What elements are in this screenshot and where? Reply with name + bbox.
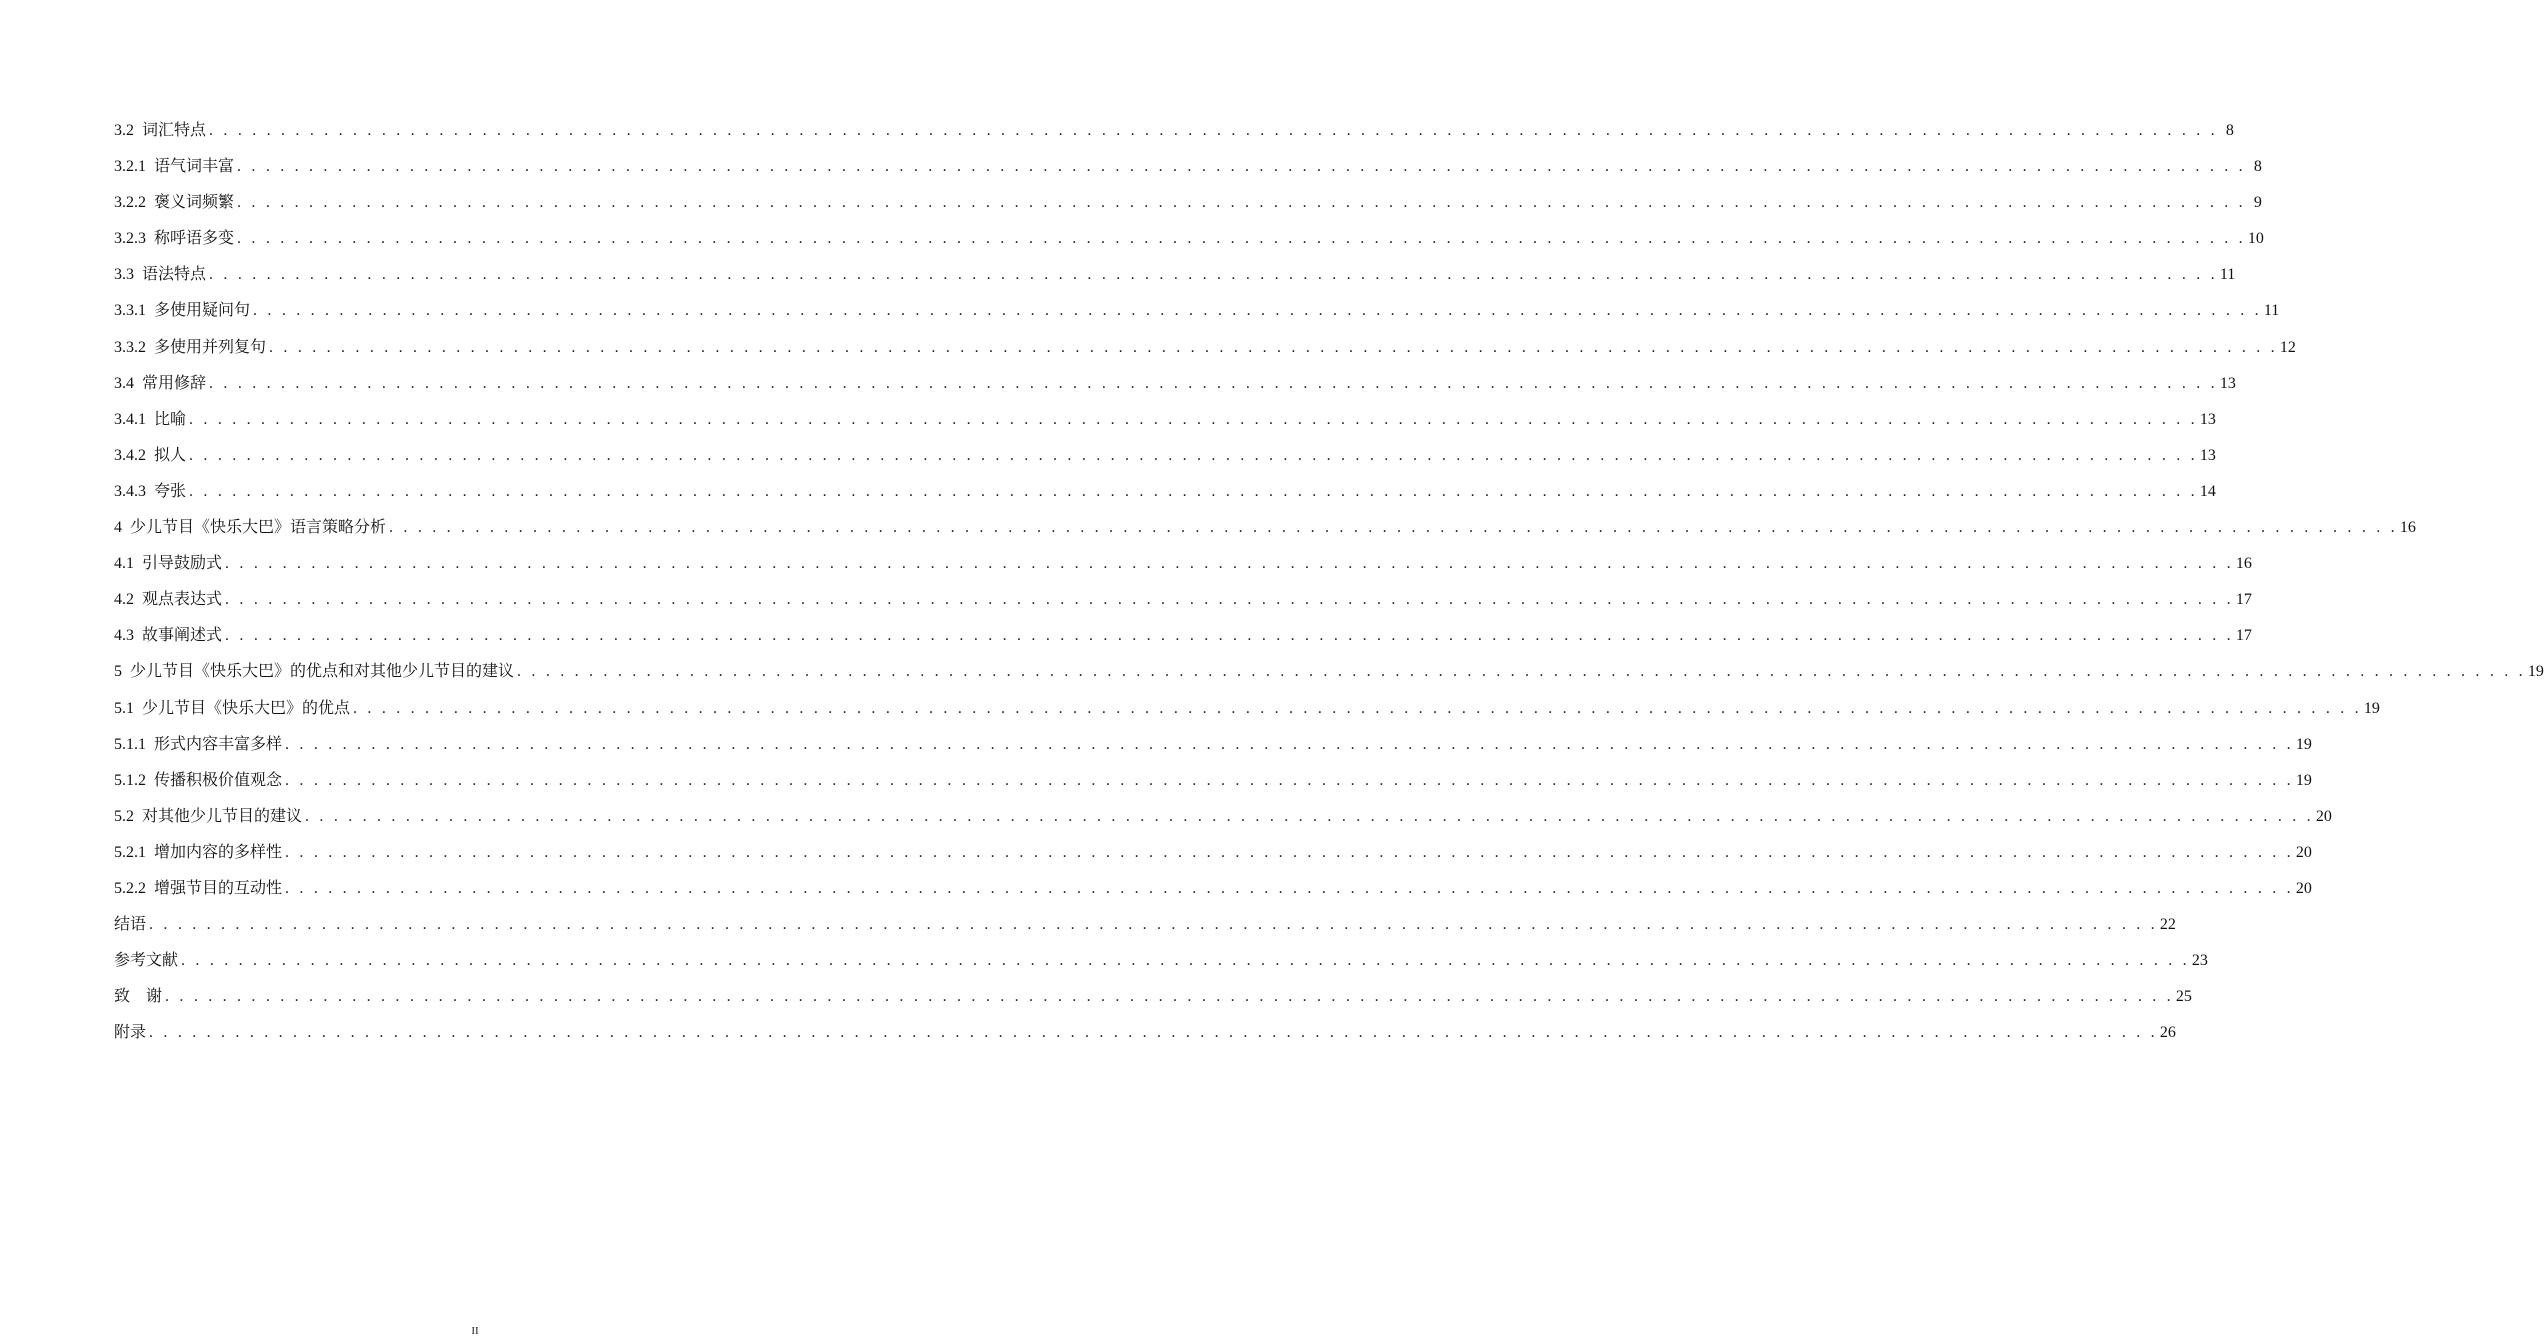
toc-dot-leader: . . . . . . . . . . . . . . . . . . . . . . . . . . . . . . . . . . . . . . . . . . . . . . . . . . . . . . . . . . . . . . . . . . . . . . . . . . . . . . . . . . . . . . . . . . . . . . . . . . . . . . . . . . . . . . . . . . . . . . . . . . . . . . . . . . . . . . . . . . . . — [237, 158, 2246, 176]
toc-entry-title: 对其他少儿节目的建议 — [142, 807, 303, 825]
toc-dot-leader: . . . . . . . . . . . . . . . . . . . . . . . . . . . . . . . . . . . . . . . . . . . . . . . . . . . . . . . . . . . . . . . . . . . . . . . . . . . . . . . . . . . . . . . . . . . . . . . . . . . . . . . . . . . . . . . . . . . . . . . . . . . . . . . . . . . . . . . . . . . . — [389, 519, 2398, 537]
toc-entry[interactable] — [114, 839, 2312, 875]
toc-entry-number: 5.2.2 — [114, 879, 146, 897]
toc-entry-number: 3.2.1 — [114, 158, 146, 176]
toc-entry-page: 19 — [2527, 663, 2544, 681]
toc-entry[interactable] — [114, 947, 2208, 983]
toc-dot-leader: . . . . . . . . . . . . . . . . . . . . . . . . . . . . . . . . . . . . . . . . . . . . . . . . . . . . . . . . . . . . . . . . . . . . . . . . . . . . . . . . . . . . . . . . . . . . . . . . . . . . . . . . . . . . . . . . . . . . . . . . . . . . . . . . . . . . . . . . . . . . — [149, 1024, 2158, 1042]
toc-entry-title: 少儿节目《快乐大巴》的优点 — [142, 699, 351, 717]
toc-entry-title: 观点表达式 — [142, 591, 223, 609]
toc-entry-title: 比喻 — [154, 410, 187, 428]
toc-entry-page: 9 — [2253, 194, 2262, 212]
toc-dot-leader: . . . . . . . . . . . . . . . . . . . . . . . . . . . . . . . . . . . . . . . . . . . . . . . . . . . . . . . . . . . . . . . . . . . . . . . . . . . . . . . . . . . . . . . . . . . . . . . . . . . . . . . . . . . . . . . . . . . . . . . . . . . . . . . . . . . . . . . . . . . . — [353, 699, 2362, 717]
toc-entry-page: 20 — [2295, 843, 2312, 861]
toc-entry-page: 19 — [2295, 771, 2312, 789]
toc-entry-page: 13 — [2199, 410, 2216, 428]
toc-dot-leader: . . . . . . . . . . . . . . . . . . . . . . . . . . . . . . . . . . . . . . . . . . . . . . . . . . . . . . . . . . . . . . . . . . . . . . . . . . . . . . . . . . . . . . . . . . . . . . . . . . . . . . . . . . . . . . . . . . . . . . . . . . . . . . . . . . . . . . . . . . . . — [209, 266, 2218, 284]
toc-entry-number: 5.1.2 — [114, 771, 146, 789]
toc-dot-leader: . . . . . . . . . . . . . . . . . . . . . . . . . . . . . . . . . . . . . . . . . . . . . . . . . . . . . . . . . . . . . . . . . . . . . . . . . . . . . . . . . . . . . . . . . . . . . . . . . . . . . . . . . . . . . . . . . . . . . . . . . . . . . . . . . . . . . . . . . . . . — [285, 879, 2294, 897]
toc-entry-title: 少儿节目《快乐大巴》语言策略分析 — [130, 519, 387, 537]
toc-entry-page: 19 — [2295, 735, 2312, 753]
toc-dot-leader: . . . . . . . . . . . . . . . . . . . . . . . . . . . . . . . . . . . . . . . . . . . . . . . . . . . . . . . . . . . . . . . . . . . . . . . . . . . . . . . . . . . . . . . . . . . . . . . . . . . . . . . . . . . . . . . . . . . . . . . . . . . . . . . . . . . . . . . . . . . . — [285, 843, 2294, 861]
toc-dot-leader: . . . . . . . . . . . . . . . . . . . . . . . . . . . . . . . . . . . . . . . . . . . . . . . . . . . . . . . . . . . . . . . . . . . . . . . . . . . . . . . . . . . . . . . . . . . . . . . . . . . . . . . . . . . . . . . . . . . . . . . . . . . . . . . . . . . . . . . . . . . . — [517, 663, 2526, 681]
toc-entry[interactable] — [114, 767, 2312, 803]
page-number: II — [471, 1325, 479, 1337]
toc-entry-number: 3.3.2 — [114, 338, 146, 356]
toc-entry[interactable] — [114, 586, 2252, 622]
toc-entry[interactable] — [114, 225, 2264, 261]
toc-entry-title: 附录 — [114, 1024, 147, 1042]
toc-entry-number: 5 — [114, 663, 122, 681]
toc-dot-leader: . . . . . . . . . . . . . . . . . . . . . . . . . . . . . . . . . . . . . . . . . . . . . . . . . . . . . . . . . . . . . . . . . . . . . . . . . . . . . . . . . . . . . . . . . . . . . . . . . . . . . . . . . . . . . . . . . . . . . . . . . . . . . . . . . . . . . . . . . . . . — [189, 410, 2198, 428]
toc-entry[interactable] — [114, 117, 2234, 153]
toc-dot-leader: . . . . . . . . . . . . . . . . . . . . . . . . . . . . . . . . . . . . . . . . . . . . . . . . . . . . . . . . . . . . . . . . . . . . . . . . . . . . . . . . . . . . . . . . . . . . . . . . . . . . . . . . . . . . . . . . . . . . . . . . . . . . . . . . . . . . . . . . . . . . — [209, 122, 2218, 139]
toc-entry-title: 语法特点 — [142, 266, 207, 284]
toc-dot-leader: . . . . . . . . . . . . . . . . . . . . . . . . . . . . . . . . . . . . . . . . . . . . . . . . . . . . . . . . . . . . . . . . . . . . . . . . . . . . . . . . . . . . . . . . . . . . . . . . . . . . . . . . . . . . . . . . . . . . . . . . . . . . . . . . . . . . . . . . . . . . — [285, 771, 2294, 789]
toc-entry-title: 常用修辞 — [142, 374, 207, 392]
toc-entry-page: 13 — [2199, 446, 2216, 464]
toc-entry-title: 少儿节目《快乐大巴》的优点和对其他少儿节目的建议 — [130, 663, 515, 681]
toc-entry-number: 5.1 — [114, 699, 134, 717]
toc-entry-title: 参考文献 — [114, 952, 179, 970]
toc-entry-page: 16 — [2235, 555, 2252, 573]
toc-entry-title: 引导鼓励式 — [142, 555, 223, 573]
toc-entry[interactable] — [114, 261, 2236, 297]
toc-dot-leader: . . . . . . . . . . . . . . . . . . . . . . . . . . . . . . . . . . . . . . . . . . . . . . . . . . . . . . . . . . . . . . . . . . . . . . . . . . . . . . . . . . . . . . . . . . . . . . . . . . . . . . . . . . . . . . . . . . . . . . . . . . . . . . . . . . . . . . . . . . . . — [285, 735, 2294, 753]
toc-entry-page: 17 — [2235, 627, 2252, 645]
toc-dot-leader: . . . . . . . . . . . . . . . . . . . . . . . . . . . . . . . . . . . . . . . . . . . . . . . . . . . . . . . . . . . . . . . . . . . . . . . . . . . . . . . . . . . . . . . . . . . . . . . . . . . . . . . . . . . . . . . . . . . . . . . . . . . . . . . . . . . . . . . . . . . . — [305, 807, 2314, 825]
toc-entry-number: 4.1 — [114, 555, 134, 573]
toc-entry-title: 多使用疑问句 — [154, 302, 251, 320]
toc-entry-title: 增加内容的多样性 — [154, 843, 283, 861]
toc-entry-page: 13 — [2219, 374, 2236, 392]
toc-dot-leader: . . . . . . . . . . . . . . . . . . . . . . . . . . . . . . . . . . . . . . . . . . . . . . . . . . . . . . . . . . . . . . . . . . . . . . . . . . . . . . . . . . . . . . . . . . . . . . . . . . . . . . . . . . . . . . . . . . . . . . . . . . . . . . . . . . . . . . . . . . . . — [237, 230, 2246, 248]
toc-entry-number: 3.4.2 — [114, 446, 146, 464]
toc-entry-title: 称呼语多变 — [154, 230, 235, 248]
toc-entry-page: 16 — [2399, 519, 2416, 537]
toc-entry-title: 褒义词频繁 — [154, 194, 235, 212]
toc-dot-leader: . . . . . . . . . . . . . . . . . . . . . . . . . . . . . . . . . . . . . . . . . . . . . . . . . . . . . . . . . . . . . . . . . . . . . . . . . . . . . . . . . . . . . . . . . . . . . . . . . . . . . . . . . . . . . . . . . . . . . . . . . . . . . . . . . . . . . . . . . . . . — [253, 302, 2262, 320]
toc-entry-number: 4.3 — [114, 627, 134, 645]
toc-entry-number: 3.4.3 — [114, 482, 146, 500]
toc-entry[interactable] — [114, 875, 2312, 911]
toc-entry-page: 25 — [2175, 988, 2192, 1006]
toc-entry-title: 形式内容丰富多样 — [154, 735, 283, 753]
toc-dot-leader: . . . . . . . . . . . . . . . . . . . . . . . . . . . . . . . . . . . . . . . . . . . . . . . . . . . . . . . . . . . . . . . . . . . . . . . . . . . . . . . . . . . . . . . . . . . . . . . . . . . . . . . . . . . . . . . . . . . . . . . . . . . . . . . . . . . . . . . . . . . . — [149, 916, 2158, 934]
toc-entry[interactable] — [114, 658, 2544, 694]
toc-entry-title: 词汇特点 — [142, 122, 207, 139]
toc-dot-leader: . . . . . . . . . . . . . . . . . . . . . . . . . . . . . . . . . . . . . . . . . . . . . . . . . . . . . . . . . . . . . . . . . . . . . . . . . . . . . . . . . . . . . . . . . . . . . . . . . . . . . . . . . . . . . . . . . . . . . . . . . . . . . . . . . . . . . . . . . . . . — [225, 591, 2234, 609]
toc-entry-number: 3.2.3 — [114, 230, 146, 248]
toc-entry-page: 14 — [2199, 482, 2216, 500]
toc-dot-leader: . . . . . . . . . . . . . . . . . . . . . . . . . . . . . . . . . . . . . . . . . . . . . . . . . . . . . . . . . . . . . . . . . . . . . . . . . . . . . . . . . . . . . . . . . . . . . . . . . . . . . . . . . . . . . . . . . . . . . . . . . . . . . . . . . . . . . . . . . . . . — [237, 194, 2246, 212]
table-of-contents — [114, 117, 2544, 1055]
toc-entry[interactable] — [114, 803, 2332, 839]
toc-entry[interactable] — [114, 1019, 2176, 1055]
toc-dot-leader: . . . . . . . . . . . . . . . . . . . . . . . . . . . . . . . . . . . . . . . . . . . . . . . . . . . . . . . . . . . . . . . . . . . . . . . . . . . . . . . . . . . . . . . . . . . . . . . . . . . . . . . . . . . . . . . . . . . . . . . . . . . . . . . . . . . . . . . . . . . . — [225, 627, 2234, 645]
toc-entry[interactable] — [114, 983, 2192, 1019]
toc-entry-title: 多使用并列复句 — [154, 338, 267, 356]
toc-entry[interactable] — [114, 334, 2296, 370]
toc-entry[interactable] — [114, 478, 2216, 514]
toc-entry-page: 26 — [2159, 1024, 2176, 1042]
toc-entry-title: 传播积极价值观念 — [154, 771, 283, 789]
toc-entry[interactable] — [114, 911, 2176, 947]
toc-dot-leader: . . . . . . . . . . . . . . . . . . . . . . . . . . . . . . . . . . . . . . . . . . . . . . . . . . . . . . . . . . . . . . . . . . . . . . . . . . . . . . . . . . . . . . . . . . . . . . . . . . . . . . . . . . . . . . . . . . . . . . . . . . . . . . . . . . . . . . . . . . . . — [269, 338, 2278, 356]
toc-entry-page: 12 — [2279, 338, 2296, 356]
toc-entry-page: 20 — [2295, 879, 2312, 897]
toc-entry[interactable] — [114, 550, 2252, 586]
toc-entry[interactable] — [114, 189, 2262, 225]
toc-entry-page: 17 — [2235, 591, 2252, 609]
toc-entry[interactable] — [114, 514, 2416, 550]
toc-entry[interactable] — [114, 297, 2280, 333]
toc-entry-page: 11 — [2263, 302, 2280, 320]
toc-entry[interactable] — [114, 153, 2262, 189]
toc-dot-leader: . . . . . . . . . . . . . . . . . . . . . . . . . . . . . . . . . . . . . . . . . . . . . . . . . . . . . . . . . . . . . . . . . . . . . . . . . . . . . . . . . . . . . . . . . . . . . . . . . . . . . . . . . . . . . . . . . . . . . . . . . . . . . . . . . . . . . . . . . . . . — [189, 482, 2198, 500]
toc-entry[interactable] — [114, 370, 2236, 406]
toc-entry-title: 夸张 — [154, 482, 187, 500]
toc-entry-number: 3.2 — [114, 122, 134, 139]
toc-entry-title: 故事阐述式 — [142, 627, 223, 645]
toc-entry-title: 致 谢 — [114, 988, 163, 1006]
toc-entry-page: 10 — [2247, 230, 2264, 248]
toc-entry-title: 增强节目的互动性 — [154, 879, 283, 897]
toc-entry[interactable] — [114, 406, 2216, 442]
toc-entry[interactable] — [114, 731, 2312, 767]
toc-dot-leader: . . . . . . . . . . . . . . . . . . . . . . . . . . . . . . . . . . . . . . . . . . . . . . . . . . . . . . . . . . . . . . . . . . . . . . . . . . . . . . . . . . . . . . . . . . . . . . . . . . . . . . . . . . . . . . . . . . . . . . . . . . . . . . . . . . . . . . . . . . . . — [181, 952, 2190, 970]
toc-entry-page: 22 — [2159, 916, 2176, 934]
toc-entry-page: 23 — [2191, 952, 2208, 970]
toc-entry-title: 拟人 — [154, 446, 187, 464]
toc-entry-page: 8 — [2253, 158, 2262, 176]
toc-entry[interactable] — [114, 442, 2216, 478]
toc-entry-number: 3.4 — [114, 374, 134, 392]
toc-dot-leader: . . . . . . . . . . . . . . . . . . . . . . . . . . . . . . . . . . . . . . . . . . . . . . . . . . . . . . . . . . . . . . . . . . . . . . . . . . . . . . . . . . . . . . . . . . . . . . . . . . . . . . . . . . . . . . . . . . . . . . . . . . . . . . . . . . . . . . . . . . . . — [165, 988, 2174, 1006]
toc-entry-title: 结语 — [114, 916, 147, 934]
toc-dot-leader: . . . . . . . . . . . . . . . . . . . . . . . . . . . . . . . . . . . . . . . . . . . . . . . . . . . . . . . . . . . . . . . . . . . . . . . . . . . . . . . . . . . . . . . . . . . . . . . . . . . . . . . . . . . . . . . . . . . . . . . . . . . . . . . . . . . . . . . . . . . . — [225, 555, 2234, 573]
toc-entry-number: 3.3 — [114, 266, 134, 284]
toc-entry-number: 3.2.2 — [114, 194, 146, 212]
toc-entry[interactable] — [114, 622, 2252, 658]
toc-entry-page: 8 — [2225, 122, 2234, 139]
toc-dot-leader: . . . . . . . . . . . . . . . . . . . . . . . . . . . . . . . . . . . . . . . . . . . . . . . . . . . . . . . . . . . . . . . . . . . . . . . . . . . . . . . . . . . . . . . . . . . . . . . . . . . . . . . . . . . . . . . . . . . . . . . . . . . . . . . . . . . . . . . . . . . . — [209, 374, 2218, 392]
toc-entry-number: 3.4.1 — [114, 410, 146, 428]
toc-entry-page: 20 — [2315, 807, 2332, 825]
toc-entry-number: 4 — [114, 519, 122, 537]
toc-entry-number: 5.1.1 — [114, 735, 146, 753]
toc-entry-number: 5.2.1 — [114, 843, 146, 861]
toc-entry-title: 语气词丰富 — [154, 158, 235, 176]
toc-entry-number: 3.3.1 — [114, 302, 146, 320]
toc-dot-leader: . . . . . . . . . . . . . . . . . . . . . . . . . . . . . . . . . . . . . . . . . . . . . . . . . . . . . . . . . . . . . . . . . . . . . . . . . . . . . . . . . . . . . . . . . . . . . . . . . . . . . . . . . . . . . . . . . . . . . . . . . . . . . . . . . . . . . . . . . . . . — [189, 446, 2198, 464]
toc-entry-number: 5.2 — [114, 807, 134, 825]
toc-entry[interactable] — [114, 695, 2380, 731]
toc-entry-number: 4.2 — [114, 591, 134, 609]
toc-entry-page: 19 — [2363, 699, 2380, 717]
toc-entry-page: 11 — [2219, 266, 2236, 284]
